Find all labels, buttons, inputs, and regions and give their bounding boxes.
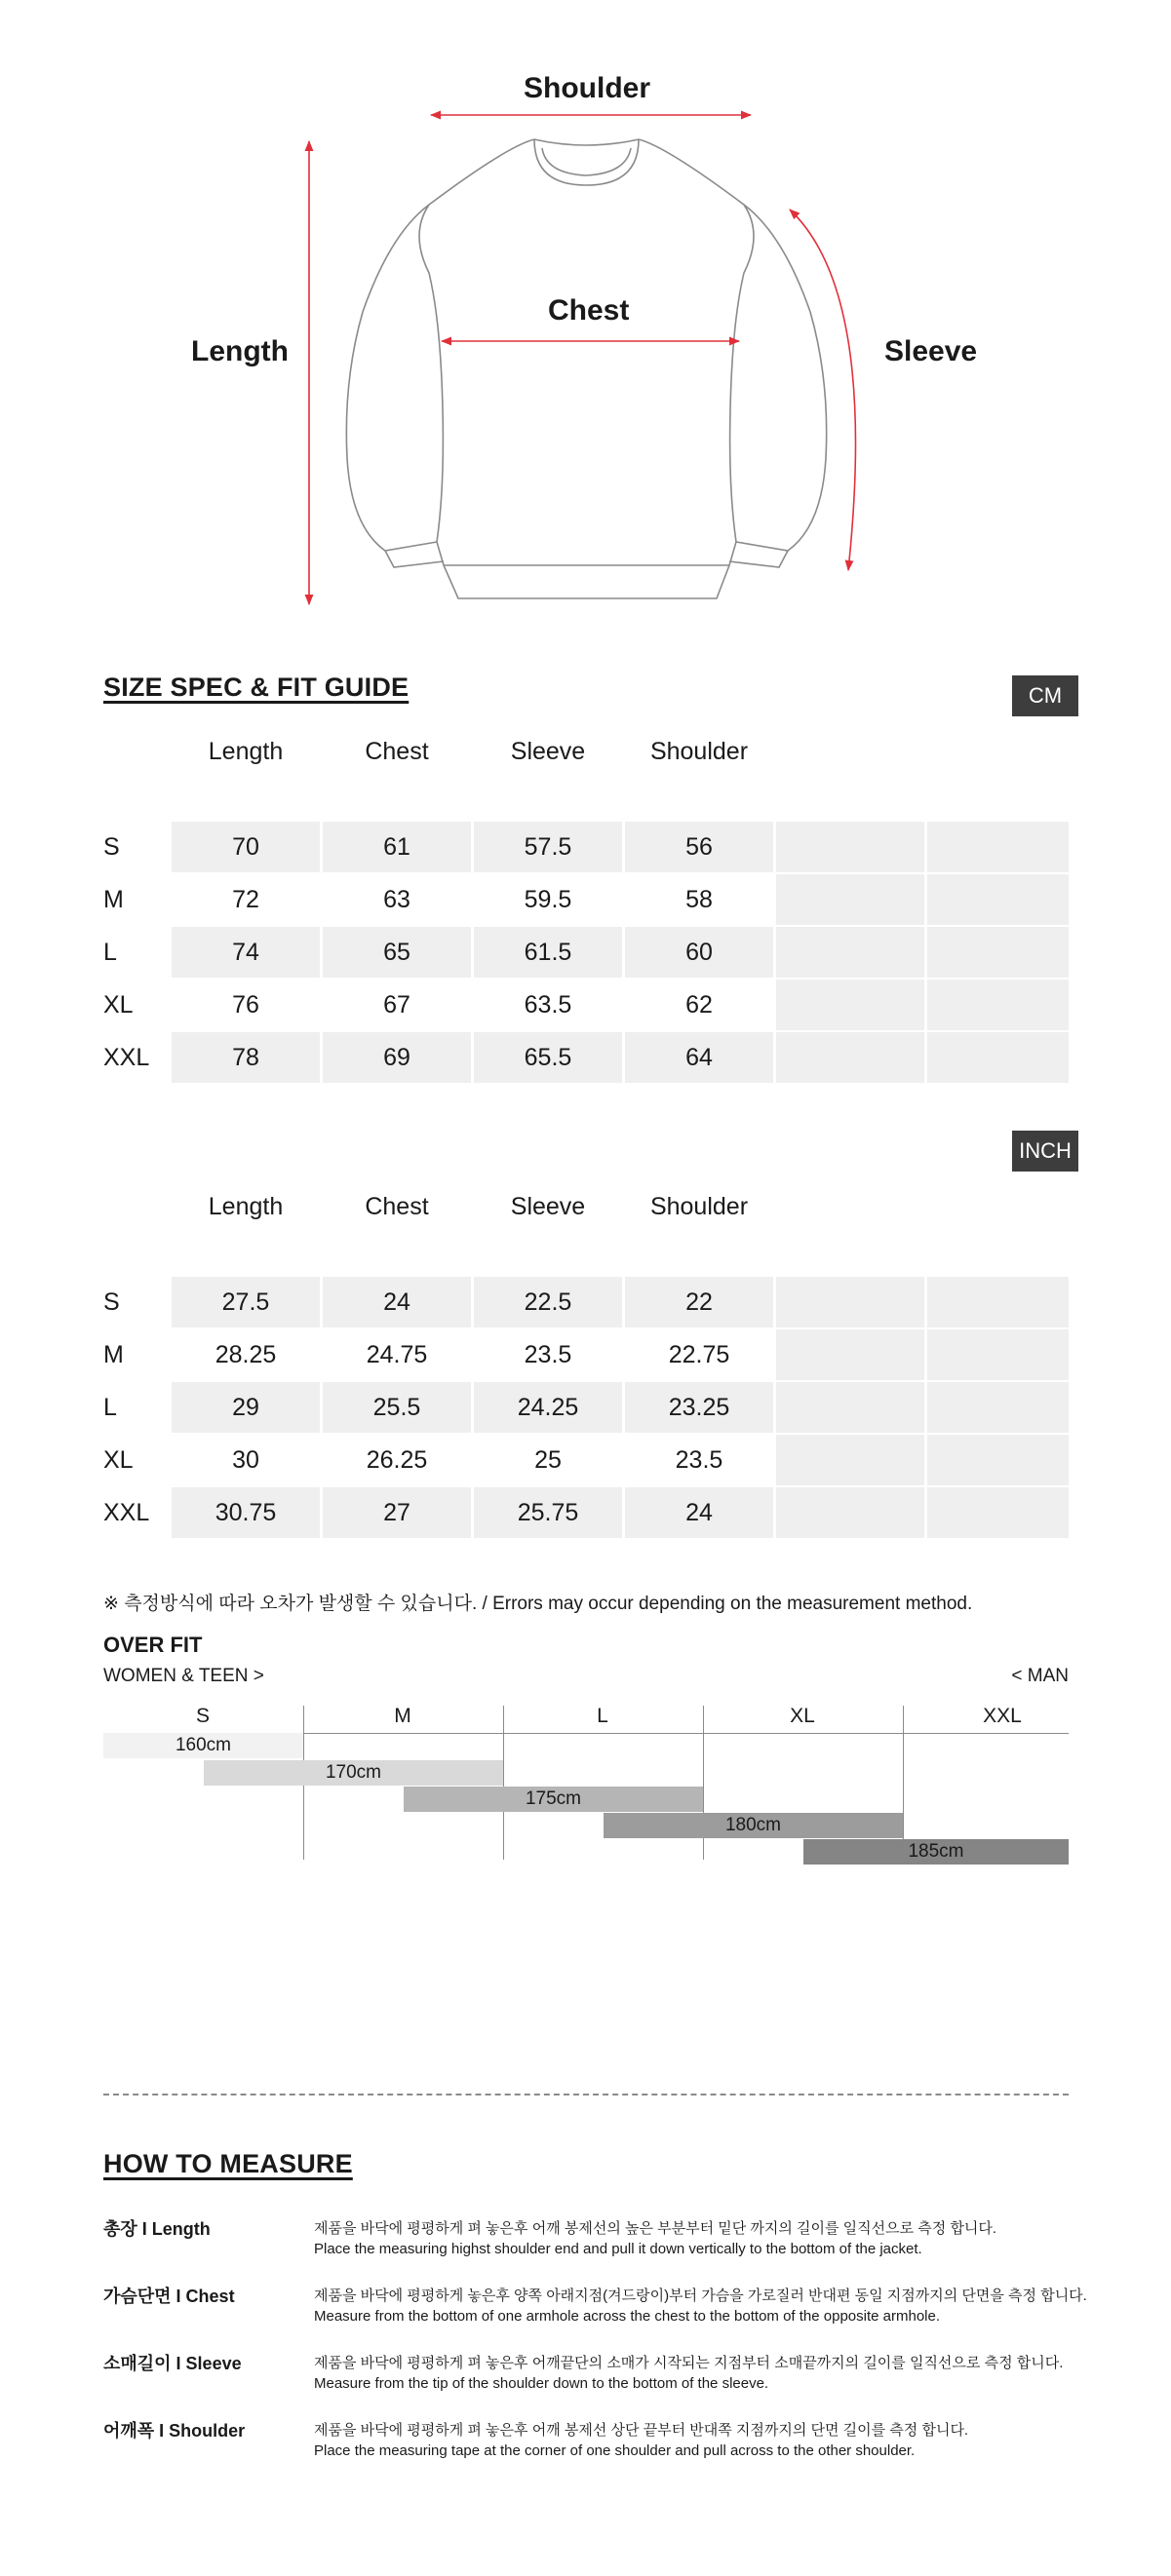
table-header (103, 1193, 1069, 1232)
cell: 22 (625, 1277, 773, 1327)
cell: 69 (323, 1032, 471, 1083)
col-sleeve: Sleeve (510, 738, 586, 765)
empty-cell (776, 927, 924, 978)
cell: 61.5 (474, 927, 622, 978)
cell: 30 (232, 1446, 259, 1474)
cell: 22.75 (668, 1341, 730, 1368)
fit-size-m: M (394, 1705, 411, 1727)
table-row (103, 874, 1069, 925)
col-shoulder: Shoulder (649, 1193, 749, 1220)
fit-guide (103, 1633, 1069, 1866)
cell: 72 (232, 886, 259, 913)
height-bar-180: 180cm (604, 1813, 903, 1838)
measurement-arrows (309, 115, 856, 604)
sleeve-arrow (790, 210, 856, 570)
size-label: S (103, 833, 120, 861)
table-row (103, 1487, 1069, 1538)
cell: 28.25 (215, 1341, 277, 1368)
empty-cell (776, 822, 924, 872)
empty-cell (776, 980, 924, 1030)
table-row (103, 927, 1069, 978)
cell: 29 (172, 1382, 320, 1433)
empty-cell (927, 1032, 1069, 1083)
cell: 56 (625, 822, 773, 872)
col-sleeve: Sleeve (510, 1193, 586, 1220)
fit-man-label: < MAN (1011, 1666, 1069, 1686)
cell: 23.25 (625, 1382, 773, 1433)
height-bar-160: 160cm (103, 1733, 303, 1758)
empty-cell (927, 1435, 1069, 1485)
empty-cell (927, 980, 1069, 1030)
measure-desc-en: Measure from the bottom of one armhole across the chest to the bottom of the opposite armhole. (314, 2308, 941, 2325)
cell: 59.5 (524, 886, 572, 913)
empty-cell (776, 1277, 924, 1327)
empty-cell (776, 1435, 924, 1485)
size-table-cm (103, 738, 1069, 1085)
cell: 25.75 (474, 1487, 622, 1538)
sweatshirt-outline (346, 139, 826, 598)
empty-cell (776, 1487, 924, 1538)
cell: 24 (625, 1487, 773, 1538)
measure-label: 총장 I Length (103, 2219, 211, 2239)
empty-cell (776, 1329, 924, 1380)
cell: 63.5 (524, 991, 572, 1019)
empty-cell (927, 822, 1069, 872)
cell: 64 (625, 1032, 773, 1083)
fit-size-xxl: XXL (983, 1705, 1022, 1727)
measure-label: 소매길이 I Sleeve (103, 2354, 242, 2373)
fit-divider (903, 1706, 904, 1860)
cell: 27 (323, 1487, 471, 1538)
how-to-measure-title: HOW TO MEASURE (103, 2149, 353, 2178)
cell: 23.5 (675, 1446, 723, 1474)
fit-divider (503, 1706, 504, 1860)
cell: 60 (625, 927, 773, 978)
cell: 78 (172, 1032, 320, 1083)
cell: 25 (534, 1446, 562, 1474)
unit-badge-inch: INCH (1012, 1131, 1078, 1172)
shoulder-label: Shoulder (524, 72, 651, 104)
size-table-inch (103, 1193, 1069, 1540)
col-length: Length (208, 738, 284, 765)
garment-diagram (0, 0, 1171, 624)
table-row (103, 1435, 1069, 1485)
cell: 65 (323, 927, 471, 978)
table-row (103, 1329, 1069, 1380)
empty-cell (927, 874, 1069, 925)
col-shoulder: Shoulder (649, 738, 749, 765)
empty-cell (927, 1382, 1069, 1433)
table-header (103, 738, 1069, 777)
size-label: L (103, 1394, 117, 1421)
cell: 70 (172, 822, 320, 872)
empty-cell (927, 927, 1069, 978)
measurement-notice: ※ 측정방식에 따라 오차가 발생할 수 있습니다. / Errors may occur depending on the measurement method. (103, 1594, 973, 1614)
fit-title: OVER FIT (103, 1633, 203, 1657)
size-label: XXL (103, 1044, 150, 1071)
cell: 23.5 (524, 1341, 572, 1368)
dashed-divider (103, 2094, 1069, 2095)
measure-desc-en: Place the measuring highst shoulder end and pull it down vertically to the bottom of the jacket. (314, 2241, 922, 2257)
empty-cell (776, 1032, 924, 1083)
col-length: Length (208, 1193, 284, 1220)
sleeve-label: Sleeve (884, 335, 978, 367)
cell: 24 (323, 1277, 471, 1327)
empty-cell (927, 1277, 1069, 1327)
cell: 22.5 (474, 1277, 622, 1327)
size-label: M (103, 1341, 124, 1368)
cell: 65.5 (474, 1032, 622, 1083)
empty-cell (776, 874, 924, 925)
table-row (103, 822, 1069, 872)
cell: 57.5 (474, 822, 622, 872)
size-label: XXL (103, 1499, 150, 1526)
fit-size-xl: XL (790, 1705, 815, 1727)
empty-cell (776, 1382, 924, 1433)
size-label: L (103, 939, 117, 966)
table-row (103, 1032, 1069, 1083)
size-spec-title: SIZE SPEC & FIT GUIDE (103, 673, 410, 702)
table-row (103, 1277, 1069, 1327)
cell: 67 (383, 991, 410, 1019)
cell: 27.5 (172, 1277, 320, 1327)
length-label: Length (191, 335, 289, 367)
fit-women-teen-label: WOMEN & TEEN > (103, 1666, 264, 1686)
fit-size-l: L (597, 1705, 608, 1727)
cell: 30.75 (172, 1487, 320, 1538)
table-row (103, 1382, 1069, 1433)
size-label: XL (103, 1446, 134, 1474)
size-label: M (103, 886, 124, 913)
cell: 26.25 (366, 1446, 428, 1474)
col-chest: Chest (365, 738, 429, 765)
chest-label: Chest (548, 294, 630, 327)
measure-desc-ko: 제품을 바닥에 평평하게 펴 놓은후 어깨 봉제선 상단 끝부터 반대쪽 지점까지의 단면 길이를 측정 합니다. (314, 2422, 969, 2439)
cell: 58 (685, 886, 713, 913)
cell: 24.75 (366, 1341, 428, 1368)
col-chest: Chest (365, 1193, 429, 1220)
measure-desc-en: Place the measuring tape at the corner of one shoulder and pull across to the other shoulder. (314, 2442, 916, 2459)
cell: 74 (172, 927, 320, 978)
measure-label: 어깨폭 I Shoulder (103, 2421, 246, 2441)
empty-cell (927, 1329, 1069, 1380)
table-row (103, 980, 1069, 1030)
cell: 76 (232, 991, 259, 1019)
measure-desc-en: Measure from the tip of the shoulder down to the bottom of the sleeve. (314, 2375, 769, 2392)
size-label: S (103, 1288, 120, 1316)
height-bar-170: 170cm (204, 1760, 503, 1786)
measure-desc-ko: 제품을 바닥에 평평하게 펴 놓은후 어깨끝단의 소매가 시작되는 지점부터 소매끝까지의 길이를 일직선으로 측정 합니다. (314, 2355, 1064, 2371)
unit-badge-cm: CM (1012, 675, 1078, 716)
measure-label: 가슴단면 I Chest (103, 2287, 235, 2306)
measure-desc-ko: 제품을 바닥에 평평하게 놓은후 양쪽 아래지점(겨드랑이)부터 가슴을 가로질러 반대편 동일 지점까지의 단면을 측정 합니다. (314, 2288, 1087, 2304)
height-bar-175: 175cm (404, 1787, 703, 1812)
size-label: XL (103, 991, 134, 1019)
height-bar-185: 185cm (803, 1839, 1069, 1865)
cell: 61 (323, 822, 471, 872)
cell: 24.25 (474, 1382, 622, 1433)
cell: 62 (685, 991, 713, 1019)
cell: 25.5 (323, 1382, 471, 1433)
measure-desc-ko: 제품을 바닥에 평평하게 펴 놓은후 어깨 봉제선의 높은 부분부터 밑단 까지의 길이를 일직선으로 측정 합니다. (314, 2220, 997, 2237)
fit-size-s: S (195, 1705, 210, 1727)
cell: 63 (383, 886, 410, 913)
empty-cell (927, 1487, 1069, 1538)
